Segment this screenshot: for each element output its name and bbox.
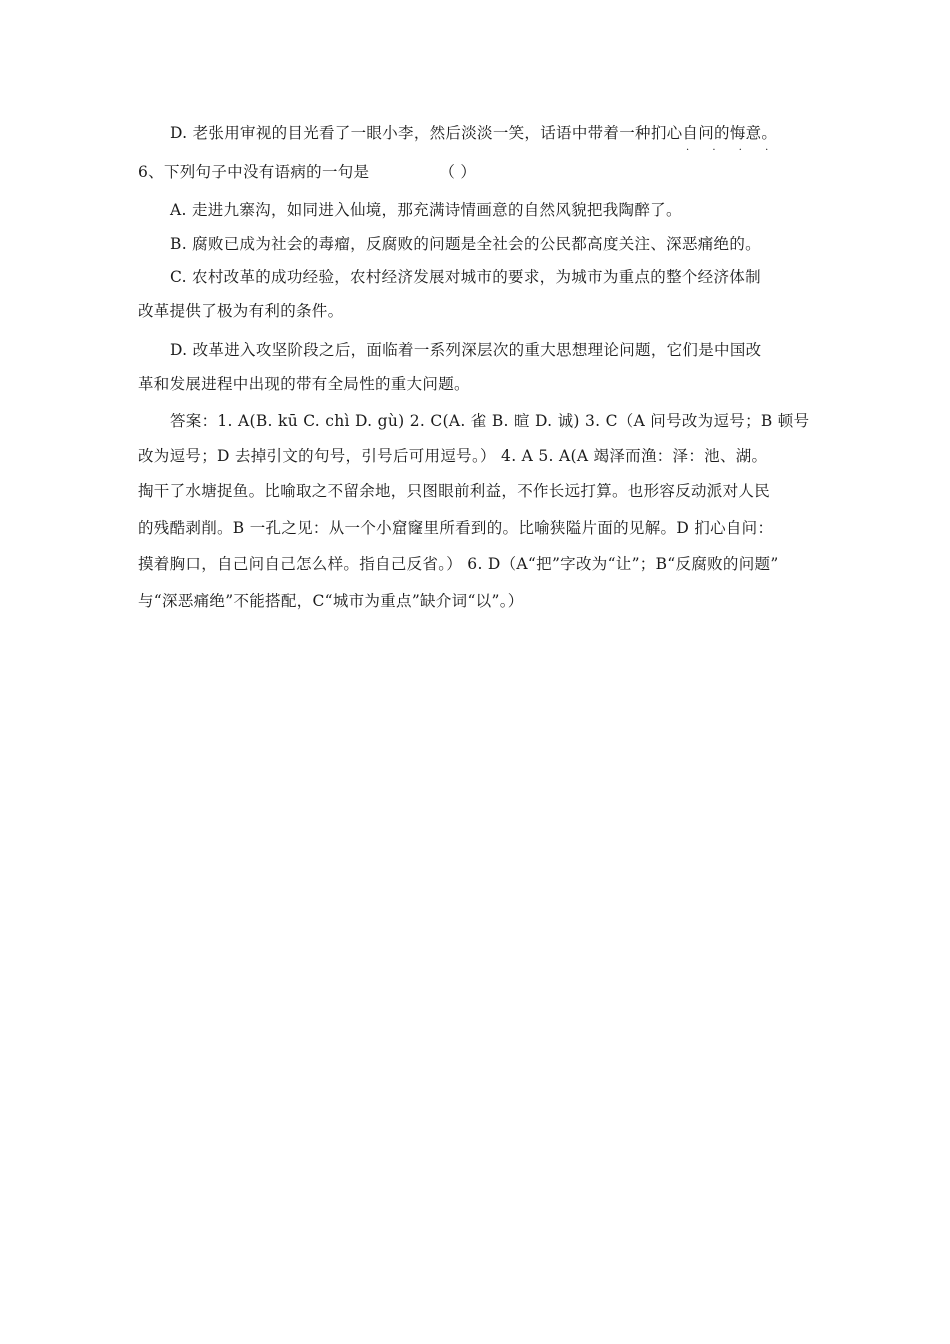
option-a: A. 走进九寨沟，如同进入仙境，那充满诗情画意的自然风貌把我陶醉了。	[170, 201, 682, 219]
option-b: B. 腐败已成为社会的毒瘤，反腐败的问题是全社会的公民都高度关注、深恶痛绝的。	[170, 235, 761, 253]
option-c-cont: 改革提供了极为有利的条件。	[138, 302, 344, 320]
question-6-text: 6、下列句子中没有语病的一句是	[138, 163, 370, 181]
answers-line-2: 改为逗号；D 去掉引文的句号，引号后可用逗号。） 4. A 5. A(A 竭泽而渔：泽：池、湖。	[138, 447, 768, 465]
answers-line-1: 答案：1. A(B. kū C. chì D. gù) 2. C(A. 雀 B. 暄 D. 诚) 3. C（A 问号改为逗号；B 顿号	[170, 412, 810, 430]
question-6	[138, 161, 476, 183]
option-d-cont: 革和发展进程中出现的带有全局性的重大问题。	[138, 375, 470, 393]
emphasis-dots: · · · ·	[686, 145, 779, 156]
answers-line-4: 的残酷剥削。B 一孔之见：从一个小窟窿里所看到的。比喻狭隘片面的见解。D 扪心自问：	[138, 519, 774, 537]
option-c: C. 农村改革的成功经验，农村经济发展对城市的要求，为城市为重点的整个经济体制	[170, 268, 761, 286]
answer-paren: （ ）	[439, 163, 477, 181]
option-d-line: D. 老张用审视的目光看了一眼小李，然后淡淡一笑，话语中带着一种扪心自问的悔意。	[170, 124, 778, 142]
answers-line-5: 摸着胸口，自己问自己怎么样。指自己反省。） 6. D（A“把”字改为“让”；B“反腐败的问题”	[138, 555, 779, 573]
option-d: D. 改革进入攻坚阶段之后，面临着一系列深层次的重大思想理论问题，它们是中国改	[170, 341, 762, 359]
answers-line-6: 与“深恶痛绝”不能搭配，C“城市为重点”缺介词“以”。）	[138, 592, 524, 610]
answers-line-3: 掏干了水塘捉鱼。比喻取之不留余地，只图眼前利益，不作长远打算。也形容反动派对人民	[138, 482, 771, 500]
